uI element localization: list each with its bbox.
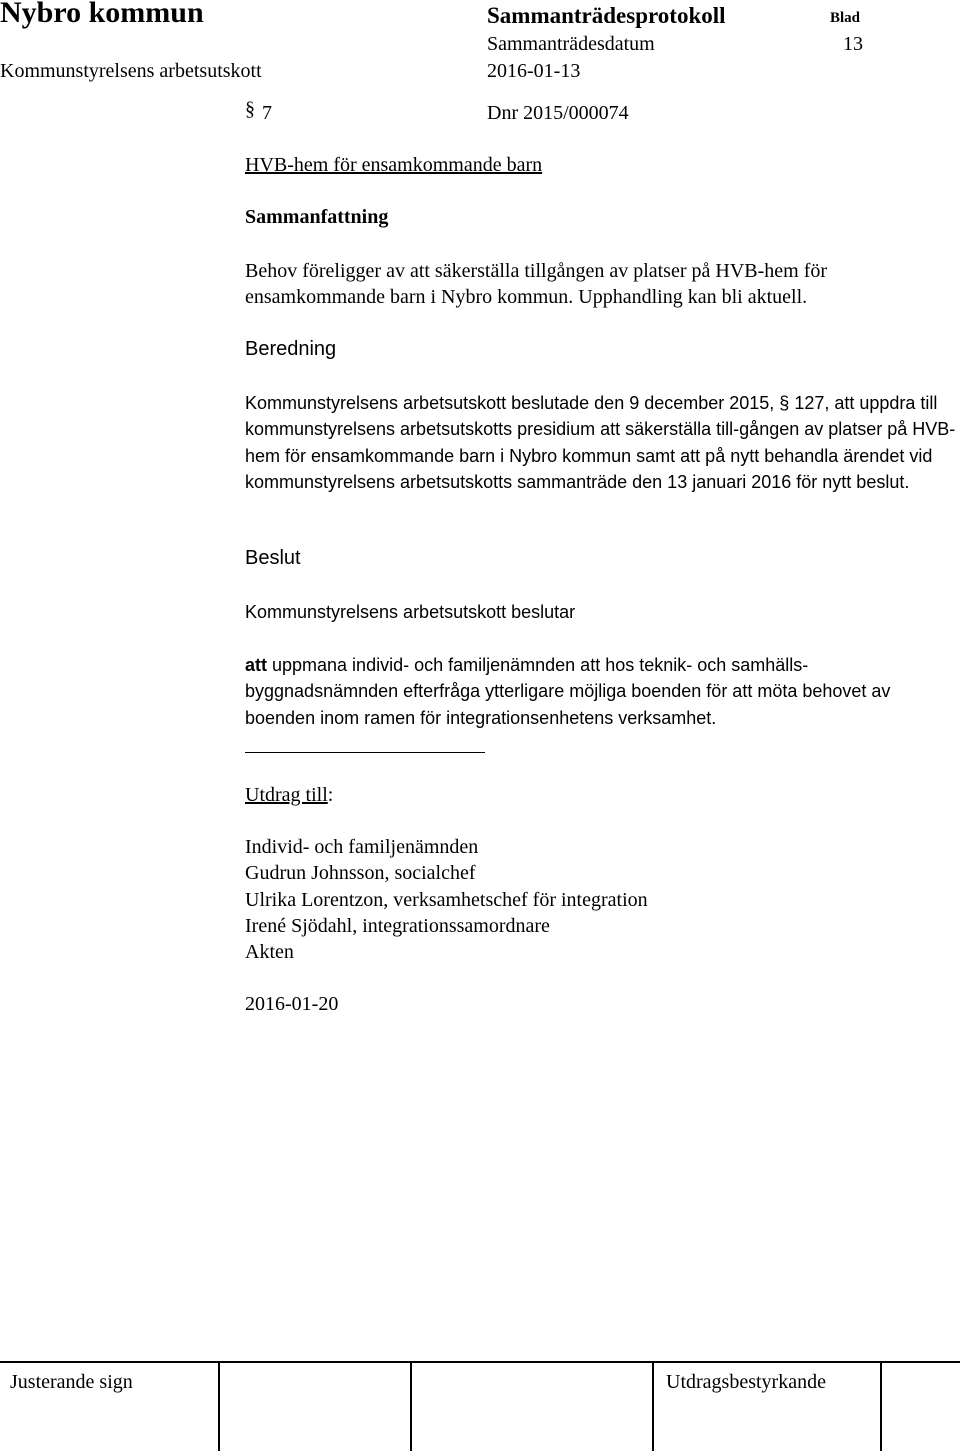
meeting-date-label: Sammanträdesdatum bbox=[487, 33, 655, 55]
decision-intro: Kommunstyrelsens arbetsutskott beslutar bbox=[245, 602, 576, 622]
sign-cell bbox=[412, 1363, 654, 1451]
meeting-date: 2016-01-13 bbox=[487, 60, 581, 82]
preparation-text: Kommunstyrelsens arbetsutskott beslutade den 9 december 2015, § 127, att uppdra till kommunstyrelsens arbetsutskotts presidium att säkerställa till-gången av platser på HVB-hem för ensamkommande barn i Nybro kommun samt att på nytt behandla ärendet vid kommunstyrelsens arbetsutskotts sammanträde den 13 januari 2016 för nytt beslut. bbox=[245, 393, 956, 492]
recipient: Akten bbox=[245, 941, 294, 964]
recipient: Irené Sjödahl, integrationssamordnare bbox=[245, 914, 550, 937]
decision-heading: Beslut bbox=[245, 547, 301, 569]
summary-text: Behov föreligger av att säkerställa tillgången av platser på HVB-hem för ensamkommande barn i Nybro kommun. Upphandling kan bli aktuell. bbox=[245, 260, 828, 309]
section-sign: § bbox=[245, 98, 255, 120]
recipient: Individ- och familjenämnden bbox=[245, 836, 479, 858]
item-title: HVB-hem för ensamkommande barn bbox=[245, 154, 543, 176]
diary-number: Dnr 2015/000074 bbox=[487, 102, 629, 124]
recipient: Gudrun Johnsson, socialchef bbox=[245, 862, 476, 885]
decision-text bbox=[245, 652, 960, 731]
blad-label: Blad bbox=[830, 10, 861, 26]
page-number: 13 bbox=[843, 33, 863, 55]
item-number: 7 bbox=[262, 102, 272, 124]
justerande-sign-label: Justerande sign bbox=[10, 1371, 133, 1393]
sign-cell bbox=[220, 1363, 412, 1451]
document-type: Sammanträdesprotokoll bbox=[487, 3, 726, 28]
decision-body: uppmana individ- och familjenämnden att hos teknik- och samhälls-byggnadsnämnden efterfråga ytterligare möjliga boenden för att möta behovet av boenden inom ramen för integrationsenhetens verksamhet. bbox=[245, 655, 891, 728]
preparation-heading: Beredning bbox=[245, 338, 337, 360]
recipient: Ulrika Lorentzon, verksamhetschef för integration bbox=[245, 888, 648, 911]
distribution-label bbox=[245, 784, 333, 807]
att-keyword: att bbox=[245, 655, 267, 675]
distribution-colon: : bbox=[327, 784, 334, 806]
utdragsbestyrkande-label: Utdragsbestyrkande bbox=[666, 1371, 826, 1393]
committee-name: Kommunstyrelsens arbetsutskott bbox=[0, 60, 262, 82]
summary-heading: Sammanfattning bbox=[245, 206, 389, 228]
signature-line bbox=[245, 752, 485, 753]
organization-name: Nybro kommun bbox=[0, 0, 204, 29]
signature-footer bbox=[0, 1361, 960, 1451]
distribution-label-text: Utdrag till bbox=[245, 784, 328, 806]
recipient-list bbox=[245, 834, 648, 965]
distribution-date: 2016-01-20 bbox=[245, 993, 339, 1015]
